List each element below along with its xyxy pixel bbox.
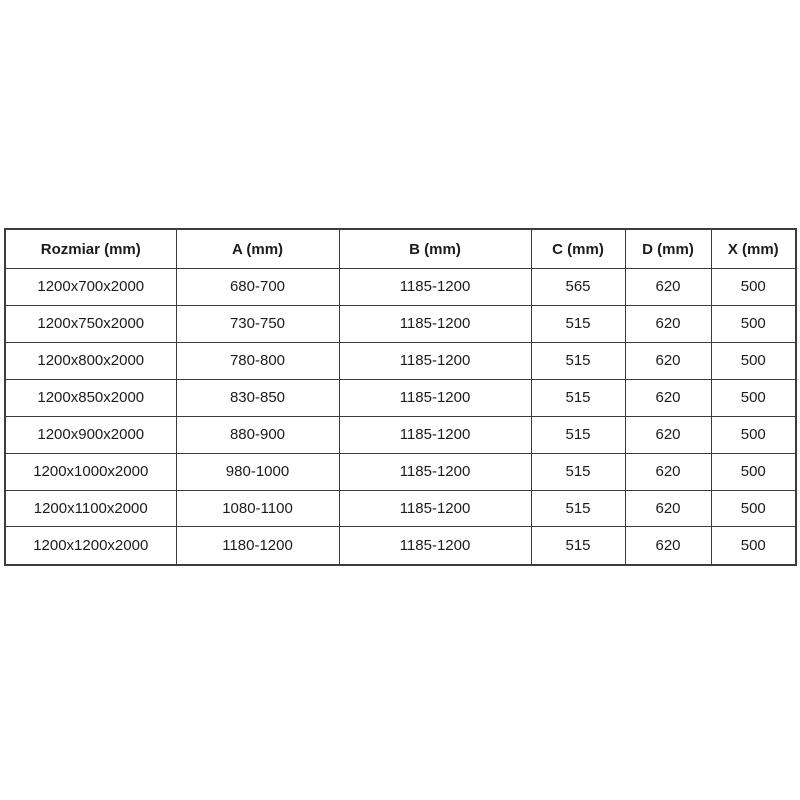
- table-cell: 500: [711, 305, 796, 342]
- table-cell: 620: [625, 305, 711, 342]
- table-cell: 500: [711, 490, 796, 527]
- dimensions-table: [4, 228, 797, 566]
- table-cell: 620: [625, 490, 711, 527]
- table-cell: 1200x800x2000: [5, 342, 176, 379]
- table-cell: 1185-1200: [339, 490, 531, 527]
- table-cell: 500: [711, 269, 796, 306]
- table-cell: 730-750: [176, 305, 339, 342]
- table-cell: 1180-1200: [176, 527, 339, 565]
- table-cell: 1200x750x2000: [5, 305, 176, 342]
- table-cell: 1200x1100x2000: [5, 490, 176, 527]
- table-cell: 500: [711, 453, 796, 490]
- table-cell: 1185-1200: [339, 453, 531, 490]
- column-header-x: X (mm): [711, 229, 796, 269]
- table-cell: 1080-1100: [176, 490, 339, 527]
- column-header-c: C (mm): [531, 229, 625, 269]
- table-cell: 565: [531, 269, 625, 306]
- table-cell: 515: [531, 416, 625, 453]
- table-cell: 515: [531, 342, 625, 379]
- column-header-b: B (mm): [339, 229, 531, 269]
- table-cell: 515: [531, 453, 625, 490]
- table-cell: 1200x1000x2000: [5, 453, 176, 490]
- table-cell: 1200x900x2000: [5, 416, 176, 453]
- table-cell: 620: [625, 453, 711, 490]
- table-row: [5, 342, 796, 379]
- table-cell: 500: [711, 416, 796, 453]
- table-cell: 1200x700x2000: [5, 269, 176, 306]
- table-cell: 1185-1200: [339, 416, 531, 453]
- table-row: [5, 527, 796, 565]
- table-row: [5, 305, 796, 342]
- table-cell: 620: [625, 416, 711, 453]
- column-header-rozmiar: Rozmiar (mm): [5, 229, 176, 269]
- table-cell: 620: [625, 269, 711, 306]
- table-body: [5, 269, 796, 566]
- table-cell: 830-850: [176, 379, 339, 416]
- header-row: [5, 229, 796, 269]
- table-header: [5, 229, 796, 269]
- table-cell: 620: [625, 379, 711, 416]
- table-row: [5, 379, 796, 416]
- table-cell: 880-900: [176, 416, 339, 453]
- table-cell: 1185-1200: [339, 379, 531, 416]
- table-cell: 500: [711, 379, 796, 416]
- table-cell: 1185-1200: [339, 342, 531, 379]
- table-row: [5, 490, 796, 527]
- table-cell: 980-1000: [176, 453, 339, 490]
- table-cell: 1200x1200x2000: [5, 527, 176, 565]
- column-header-a: A (mm): [176, 229, 339, 269]
- table-cell: 515: [531, 490, 625, 527]
- table-cell: 515: [531, 305, 625, 342]
- table-cell: 1185-1200: [339, 305, 531, 342]
- table-row: [5, 453, 796, 490]
- table-cell: 1200x850x2000: [5, 379, 176, 416]
- table-cell: 1185-1200: [339, 269, 531, 306]
- table-cell: 515: [531, 527, 625, 565]
- table-row: [5, 416, 796, 453]
- table-cell: 1185-1200: [339, 527, 531, 565]
- table-cell: 620: [625, 527, 711, 565]
- table-cell: 500: [711, 342, 796, 379]
- table-cell: 680-700: [176, 269, 339, 306]
- table-cell: 515: [531, 379, 625, 416]
- table-cell: 500: [711, 527, 796, 565]
- table-row: [5, 269, 796, 306]
- table-cell: 620: [625, 342, 711, 379]
- table-cell: 780-800: [176, 342, 339, 379]
- column-header-d: D (mm): [625, 229, 711, 269]
